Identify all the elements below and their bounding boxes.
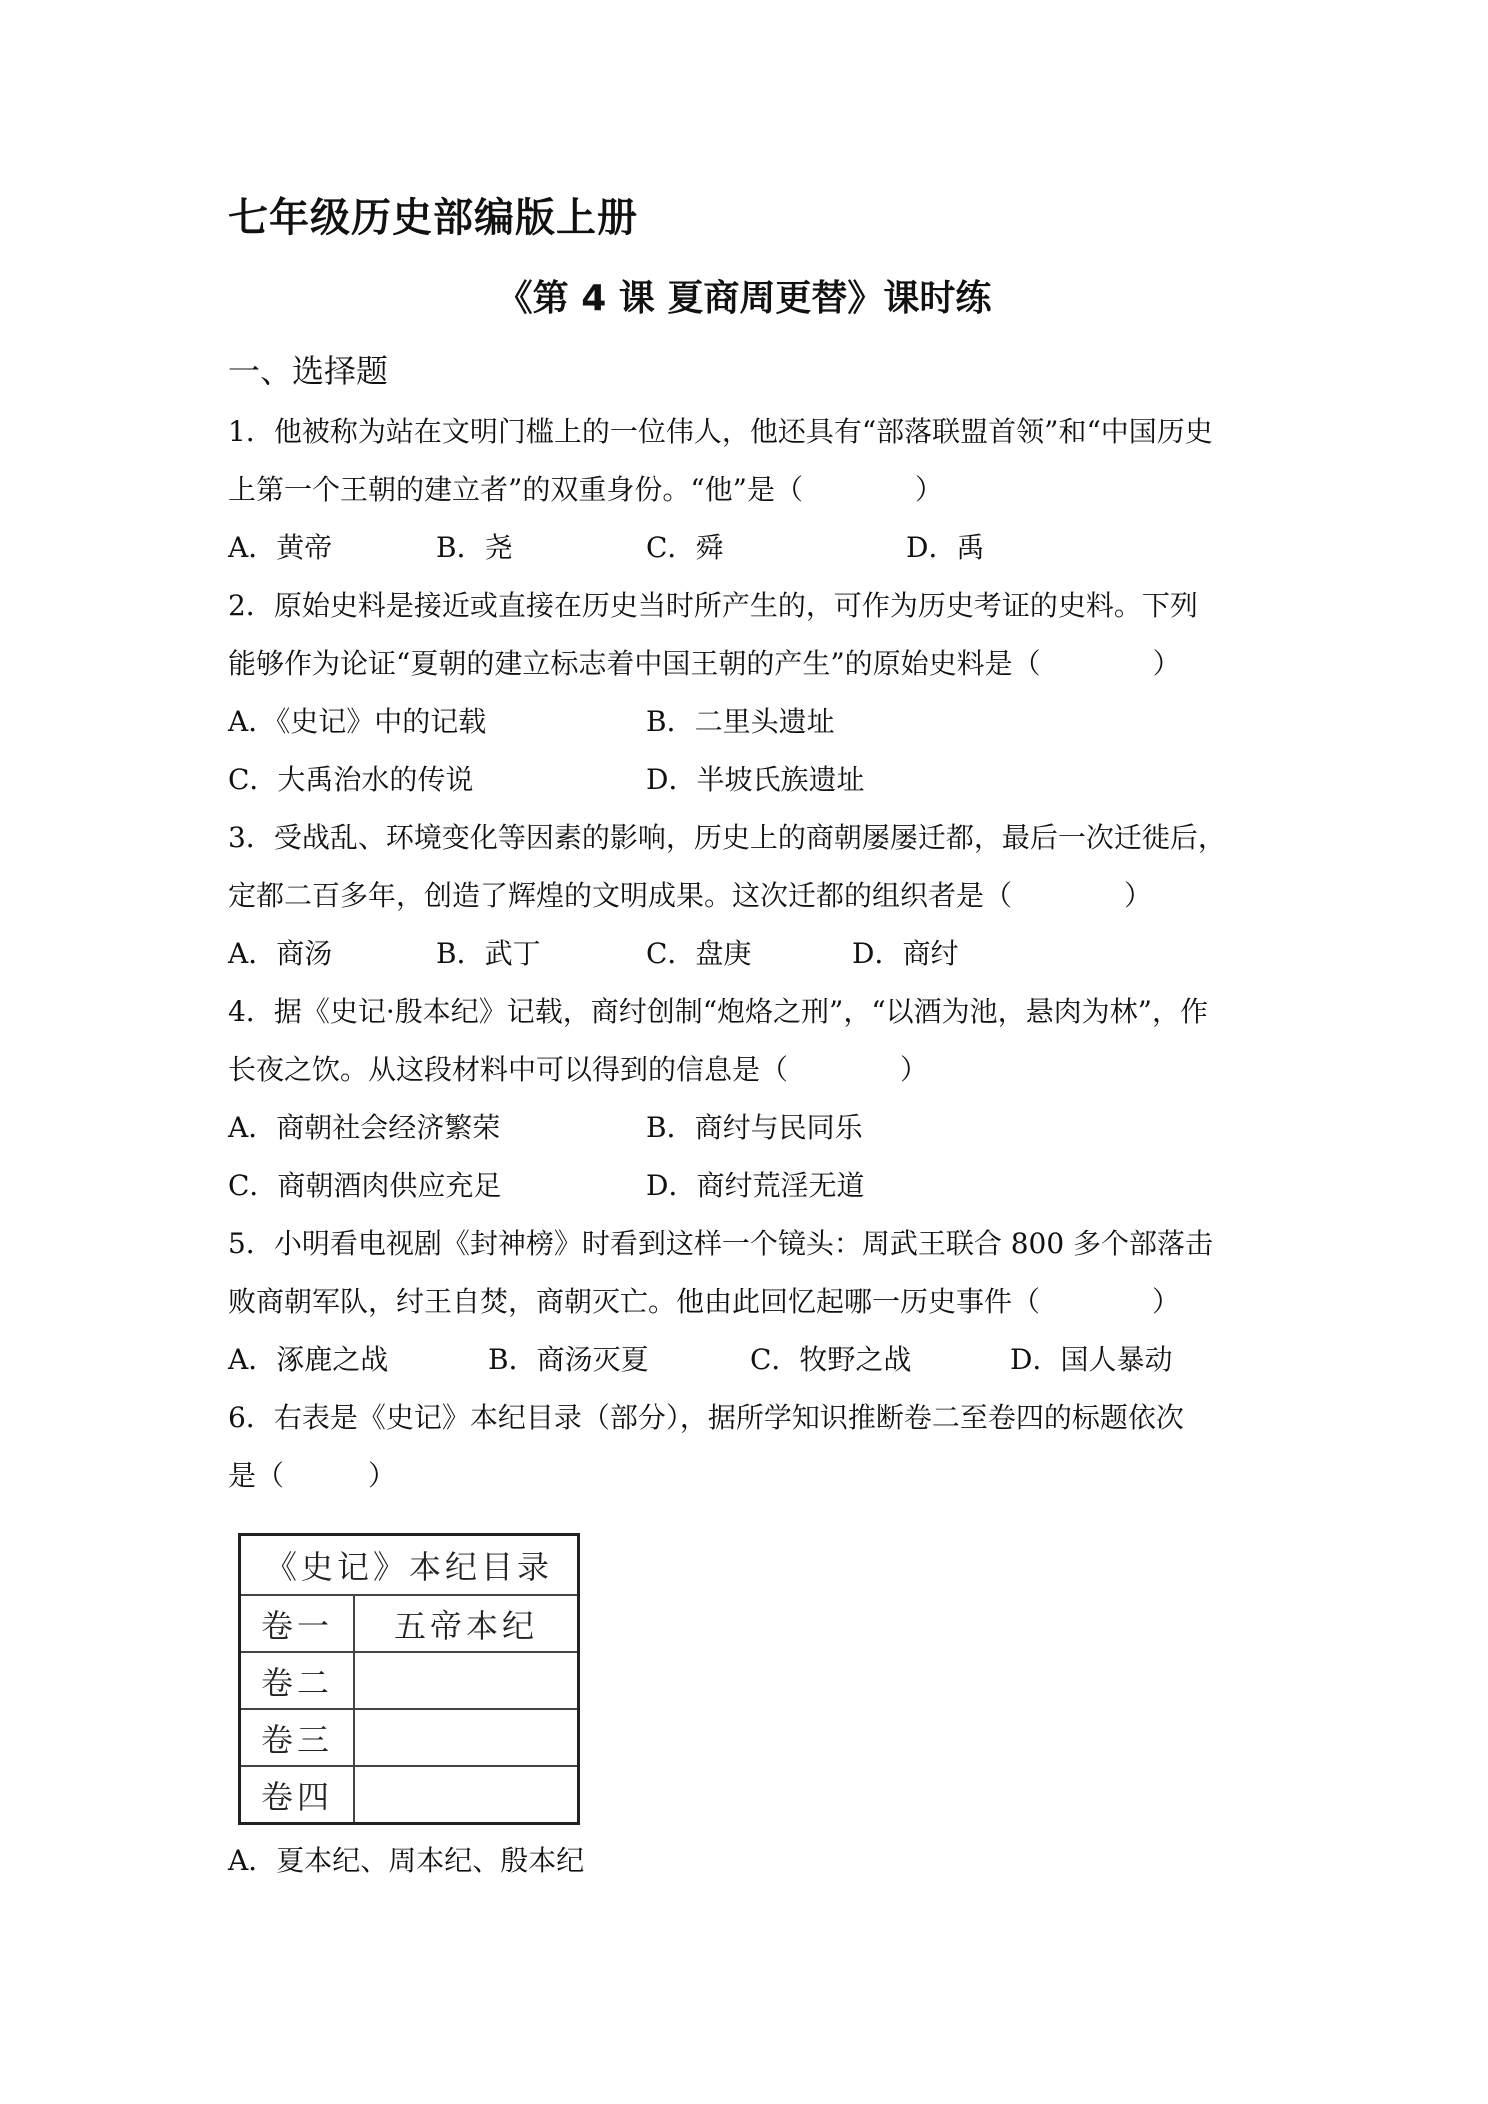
question-5-option-a[interactable]: A．涿鹿之战 [228, 1343, 389, 1376]
question-1-stem-line-1: 1．他被称为站在文明门槛上的一位伟人，他还具有“部落联盟首领”和“中国历史 [228, 415, 1213, 448]
question-6-stem-line-1: 6．右表是《史记》本纪目录（部分），据所学知识推断卷二至卷四的标题依次 [228, 1401, 1184, 1434]
question-4-option-b[interactable]: B．商纣与民同乐 [646, 1111, 863, 1144]
lesson-subtitle: 《第 4 课 夏商周更替》课时练 [496, 278, 992, 319]
question-3-stem-line-1: 3．受战乱、环境变化等因素的影响，历史上的商朝屡屡迁都，最后一次迁徙后， [228, 821, 1226, 854]
question-2-option-b[interactable]: B．二里头遗址 [646, 705, 835, 738]
question-1-option-b[interactable]: B．尧 [436, 531, 513, 564]
table-row [240, 1595, 579, 1652]
question-2-stem-line-2: 能够作为论证“夏朝的建立标志着中国王朝的产生”的原始史料是（ ） [228, 647, 1181, 680]
document-title: 七年级历史部编版上册 [228, 195, 638, 241]
question-3-option-b[interactable]: B．武丁 [436, 937, 541, 970]
question-4-stem-line-1: 4．据《史记·殷本纪》记载，商纣创制“炮烙之刑”，“以酒为池，悬肉为林”，作 [228, 995, 1208, 1028]
volume-label: 卷一 [240, 1595, 355, 1652]
question-3-option-d[interactable]: D．商纣 [852, 937, 959, 970]
table-caption-row [240, 1535, 579, 1596]
table-row [240, 1709, 579, 1766]
volume-title-blank [354, 1766, 579, 1824]
volume-title-blank [354, 1709, 579, 1766]
shiji-catalog-table [238, 1533, 580, 1825]
question-4-option-a[interactable]: A．商朝社会经济繁荣 [228, 1111, 501, 1144]
question-1-stem-line-2: 上第一个王朝的建立者”的双重身份。“他”是（ ） [228, 473, 943, 506]
question-3-option-a[interactable]: A．商汤 [228, 937, 333, 970]
question-5-option-d[interactable]: D．国人暴动 [1010, 1343, 1173, 1376]
question-1-option-d[interactable]: D．禹 [906, 531, 985, 564]
question-3-stem-line-2: 定都二百多年，创造了辉煌的文明成果。这次迁都的组织者是（ ） [228, 879, 1153, 912]
question-2-option-c[interactable]: C．大禹治水的传说 [228, 763, 474, 796]
section-heading: 一、选择题 [228, 352, 389, 390]
question-6-option-a[interactable]: A．夏本纪、周本纪、殷本纪 [228, 1844, 585, 1877]
volume-title: 五帝本纪 [354, 1595, 579, 1652]
question-4-option-d[interactable]: D．商纣荒淫无道 [646, 1169, 865, 1202]
question-3-option-c[interactable]: C．盘庚 [646, 937, 752, 970]
question-5-stem-line-2: 败商朝军队，纣王自焚，商朝灭亡。他由此回忆起哪一历史事件（ ） [228, 1285, 1181, 1318]
volume-label: 卷二 [240, 1652, 355, 1709]
question-6-stem-line-2: 是（ ） [228, 1459, 397, 1492]
question-4-stem-line-2: 长夜之饮。从这段材料中可以得到的信息是（ ） [228, 1053, 929, 1086]
table-caption: 《史记》本纪目录 [240, 1535, 579, 1596]
volume-label: 卷三 [240, 1709, 355, 1766]
question-1-option-a[interactable]: A．黄帝 [228, 531, 333, 564]
volume-label: 卷四 [240, 1766, 355, 1824]
question-5-option-c[interactable]: C．牧野之战 [750, 1343, 912, 1376]
question-1-option-c[interactable]: C．舜 [646, 531, 724, 564]
question-2-option-d[interactable]: D．半坡氏族遗址 [646, 763, 865, 796]
question-5-option-b[interactable]: B．商汤灭夏 [488, 1343, 649, 1376]
question-5-stem-line-1: 5．小明看电视剧《封神榜》时看到这样一个镜头：周武王联合 800 多个部落击 [228, 1227, 1214, 1260]
question-2-stem-line-1: 2．原始史料是接近或直接在历史当时所产生的，可作为历史考证的史料。下列 [228, 589, 1198, 622]
table-row [240, 1766, 579, 1824]
volume-title-blank [354, 1652, 579, 1709]
question-2-option-a[interactable]: A．《史记》中的记载 [228, 705, 487, 738]
table-row [240, 1652, 579, 1709]
question-4-option-c[interactable]: C．商朝酒肉供应充足 [228, 1169, 502, 1202]
